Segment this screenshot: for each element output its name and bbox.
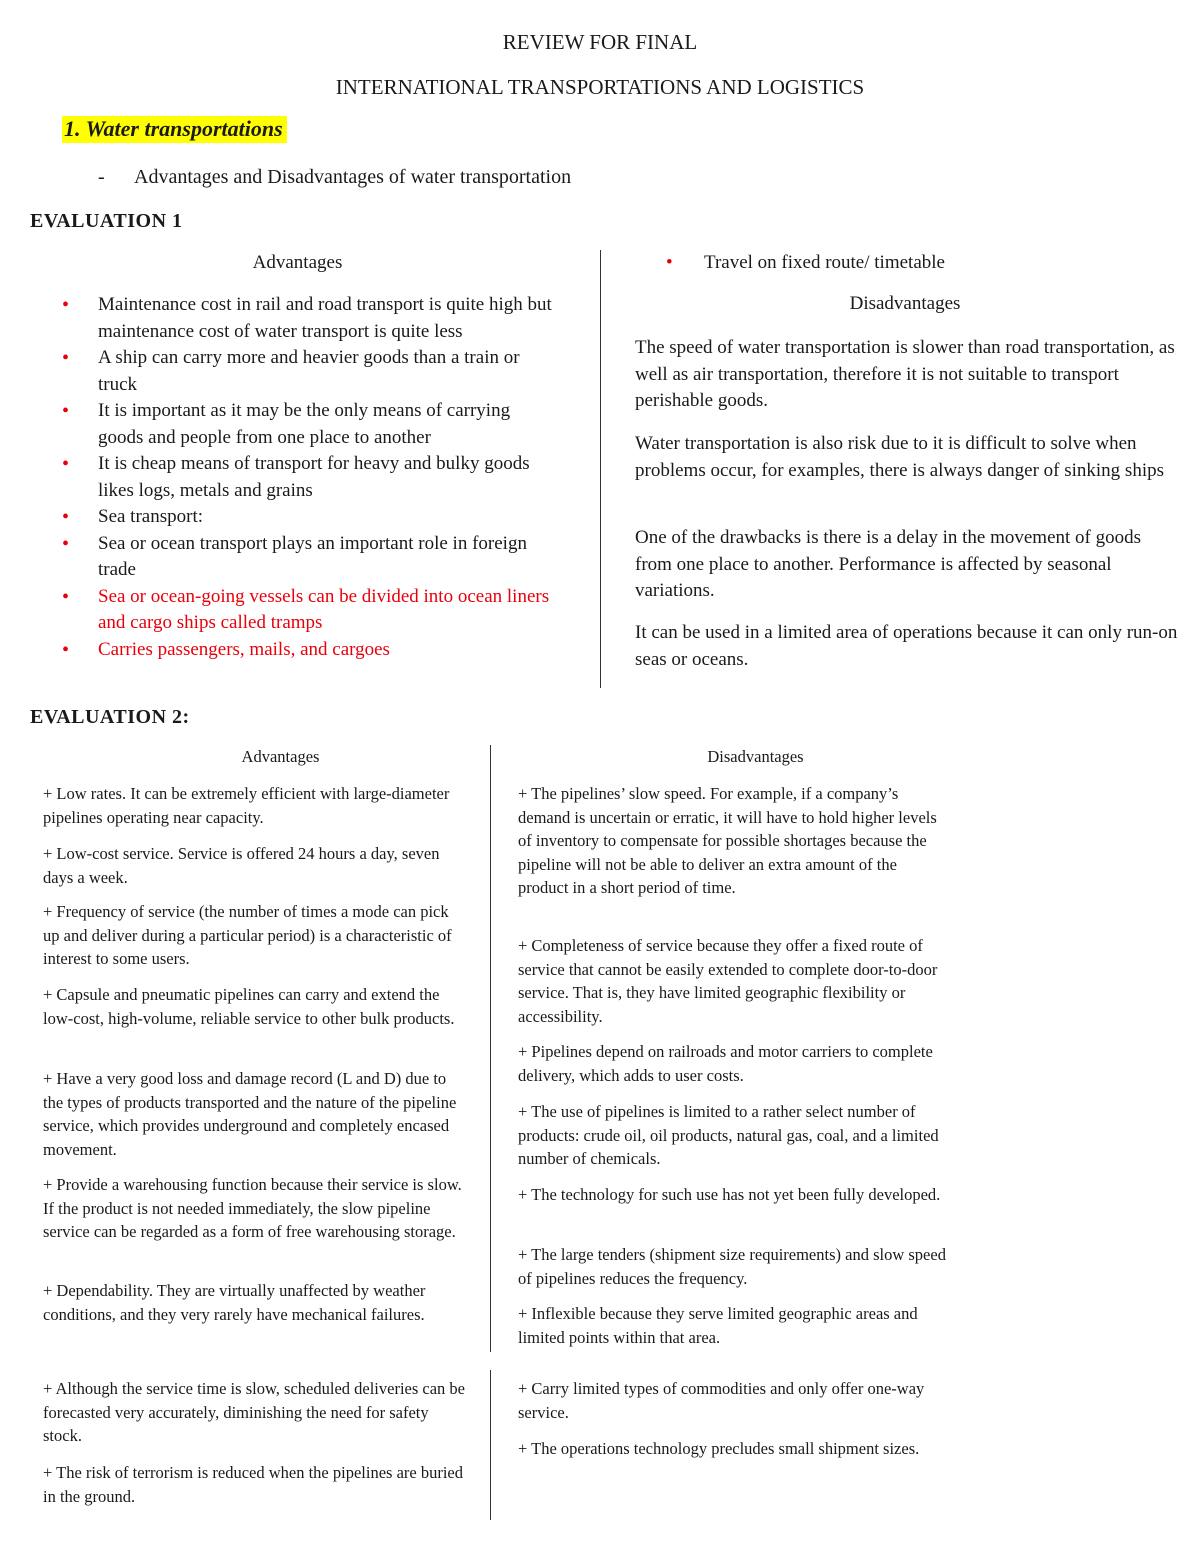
eval2-advantage-item: + Dependability. They are virtually unaffected by weather conditions, and they very rarely have mechanical failures. bbox=[43, 1281, 426, 1324]
eval1-advantage-item bbox=[60, 584, 560, 637]
section-sub-item-text: Advantages and Disadvantages of water transportation bbox=[134, 166, 572, 188]
eval2-advantage-item: + Frequency of service (the number of times a mode can pick up and deliver during a particular period) is a characteristic of interest to some users. bbox=[43, 902, 452, 968]
evaluation-2-label: EVALUATION 2: bbox=[30, 706, 190, 728]
eval1-advantage-text: Maintenance cost in rail and road transport is quite high but maintenance cost of water transport is quite less bbox=[98, 294, 552, 342]
section-heading bbox=[62, 116, 287, 142]
eval2-advantage-item: + Capsule and pneumatic pipelines can carry and extend the low-cost, high-volume, reliable service to other bulk products. bbox=[43, 985, 455, 1028]
eval1-advantage-text: Sea transport: bbox=[98, 506, 204, 527]
eval1-advantage-item bbox=[60, 345, 560, 398]
eval1-advantage-item bbox=[60, 504, 560, 531]
column-divider bbox=[490, 1370, 491, 1520]
eval1-advantage-text: Sea or ocean-going vessels can be divided into ocean liners and cargo ships called tramps bbox=[98, 585, 550, 633]
eval2-disadvantage-item: + The large tenders (shipment size requirements) and slow speed of pipelines reduces the frequency. bbox=[518, 1245, 946, 1288]
eval1-advantage-item bbox=[60, 531, 560, 584]
eval1-disadvantage-paragraph: One of the drawbacks is there is a delay in the movement of goods from one place to another. Performance is affected by seasonal variations. bbox=[635, 527, 1141, 601]
eval1-advantage-text: A ship can carry more and heavier goods than a train or truck bbox=[98, 347, 520, 395]
column-divider bbox=[600, 250, 601, 688]
bullet-dot-icon: • bbox=[62, 585, 70, 608]
eval2-advantage-item: + Although the service time is slow, scheduled deliveries can be forecasted very accurately, diminishing the need for safety stock. bbox=[43, 1379, 465, 1445]
section-sub-item bbox=[98, 166, 571, 189]
eval2-disadvantage-item: + Completeness of service because they offer a fixed route of service that cannot be easily extended to complete door-to-door service. That is, they have limited geographic flexibility or accessibility. bbox=[518, 936, 938, 1026]
bullet-dot-icon: • bbox=[62, 453, 70, 475]
eval2-advantage-item: + Provide a warehousing function because their service is slow. If the product is not needed immediately, the slow pipeline service can be regarded as a form of free warehousing storage. bbox=[43, 1175, 462, 1241]
eval1-advantage-text: Carries passengers, mails, and cargoes bbox=[98, 638, 390, 660]
bullet-dot-icon: • bbox=[62, 400, 70, 422]
bullet-dot-icon: • bbox=[62, 532, 70, 555]
eval1-disadvantage-paragraph: Water transportation is also risk due to it is difficult to solve when problems occur, for examples, there is always danger of sinking ships bbox=[635, 433, 1164, 481]
eval1-disadvantages-heading: Disadvantages bbox=[849, 293, 961, 314]
eval1-advantage-item bbox=[60, 398, 560, 451]
eval2-advantages-heading: Advantages bbox=[241, 747, 320, 766]
eval2-advantage-item: + The risk of terrorism is reduced when the pipelines are buried in the ground. bbox=[43, 1463, 463, 1506]
eval1-advantage-text: Sea or ocean transport plays an important role in foreign trade bbox=[98, 532, 527, 580]
bullet-dot-icon: • bbox=[62, 506, 70, 528]
bullet-dot-icon: • bbox=[62, 294, 70, 316]
eval2-advantage-item: + Have a very good loss and damage record (L and D) due to the types of products transported and the nature of the pipeline service, which provides underground and completely encased movement. bbox=[43, 1069, 457, 1159]
bullet-dot-icon: • bbox=[62, 347, 70, 369]
eval2-disadvantage-item: + Inflexible because they serve limited geographic areas and limited points within that area. bbox=[518, 1304, 918, 1347]
eval1-right-bullet-text: Travel on fixed route/ timetable bbox=[704, 252, 945, 273]
document-subtitle: INTERNATIONAL TRANSPORTATIONS AND LOGISTICS bbox=[335, 75, 865, 99]
column-divider bbox=[490, 745, 491, 1352]
eval2-advantage-item: + Low-cost service. Service is offered 24 hours a day, seven days a week. bbox=[43, 844, 440, 887]
eval2-disadvantage-item: + Carry limited types of commodities and only offer one-way service. bbox=[518, 1379, 925, 1422]
eval1-disadvantage-paragraph: It can be used in a limited area of operations because it can only run-on seas or oceans. bbox=[635, 622, 1178, 670]
dash-marker: - bbox=[98, 166, 105, 188]
eval1-advantage-item bbox=[60, 451, 560, 504]
eval2-disadvantages-heading: Disadvantages bbox=[707, 747, 804, 766]
eval1-advantage-item bbox=[60, 637, 560, 664]
eval2-disadvantage-item: + Pipelines depend on railroads and motor carriers to complete delivery, which adds to user costs. bbox=[518, 1042, 933, 1085]
eval2-disadvantage-item: + The technology for such use has not yet been fully developed. bbox=[518, 1185, 941, 1204]
section-heading-highlight: 1. Water transportations bbox=[62, 116, 287, 143]
document-title: REVIEW FOR FINAL bbox=[502, 30, 698, 54]
bullet-dot-icon: • bbox=[666, 252, 673, 273]
eval1-disadvantage-paragraph: The speed of water transportation is slower than road transportation, as well as air transportation, therefore it is not suitable to transport perishable goods. bbox=[635, 337, 1175, 411]
eval1-right-bullet bbox=[666, 252, 945, 274]
eval2-disadvantage-item: + The use of pipelines is limited to a rather select number of products: crude oil, oil products, natural gas, coal, and a limited number of chemicals. bbox=[518, 1102, 939, 1168]
eval1-advantage-text: It is important as it may be the only means of carrying goods and people from one place to another bbox=[98, 400, 511, 448]
bullet-dot-icon: • bbox=[62, 638, 70, 661]
eval1-advantages-list bbox=[60, 292, 560, 663]
evaluation-1-label: EVALUATION 1 bbox=[30, 210, 183, 232]
eval2-disadvantage-item: + The pipelines’ slow speed. For example, if a company’s demand is uncertain or erratic, it will have to hold higher levels of inventory to compensate for possible shortages because the pipeline will not be able to deliver an extra amount of the product in a short period of time. bbox=[518, 784, 937, 897]
eval2-advantage-item: + Low rates. It can be extremely efficient with large-diameter pipelines operating near capacity. bbox=[43, 784, 450, 827]
eval1-advantage-text: It is cheap means of transport for heavy and bulky goods likes logs, metals and grains bbox=[98, 453, 530, 501]
eval2-disadvantage-item: + The operations technology precludes small shipment sizes. bbox=[518, 1439, 920, 1458]
eval1-advantages-heading: Advantages bbox=[252, 252, 343, 273]
eval1-advantage-item bbox=[60, 292, 560, 345]
